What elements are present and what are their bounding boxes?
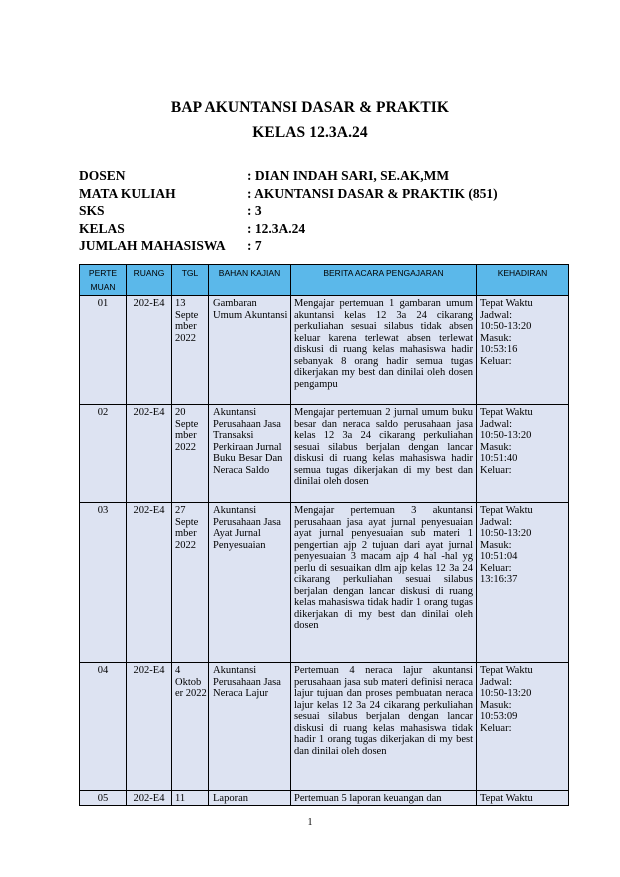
attendance-line: Jadwal: — [480, 309, 513, 321]
cell-berita-acara: Mengajar pertemuan 1 gambaran umum akuntansi kelas 12 3a 24 cikarang perkuliahan sesuai silabus tidak absen keluar karena terlewat absen terlewat diskusi di ruang kelas mahasiswa hadir sebanyak 8 orang hadir semua tugas dikerjakan my best dan dinilai oleh dosen pengampu — [291, 296, 477, 405]
attendance-line: 10:50-13:20 — [480, 430, 532, 441]
cell-tgl: 27 Septe mber 2022 — [172, 503, 209, 663]
cell-kehadiran — [477, 791, 569, 806]
attendance-line: 10:53:09 — [480, 711, 518, 722]
attendance-line: 10:51:04 — [480, 551, 518, 562]
cell-ruang: 202-E4 — [127, 791, 172, 806]
info-label: JUMLAH MAHASISWA — [79, 238, 226, 253]
attendance-line: Jadwal: — [480, 676, 513, 688]
info-label: KELAS — [79, 220, 125, 236]
attendance-line: Tepat Waktu — [480, 665, 533, 676]
cell-tgl: 4 Oktob er 2022 — [172, 663, 209, 791]
cell-tgl: 20 Septe mber 2022 — [172, 405, 209, 503]
attendance-line: Masuk: — [480, 539, 512, 551]
cell-berita-acara: Mengajar pertemuan 2 jurnal umum buku besar dan neraca saldo perusahaan jasa kelas 12 3a 24 cikarang perkuliahan sesuai silabus berjalan dengan lancar diskusi di ruang kelas mahasiswa hadir semua tugas dikerjakan di my best dan dinilai oleh dosen — [291, 405, 477, 503]
info-label: DOSEN — [79, 168, 126, 183]
attendance-line: Masuk: — [480, 699, 512, 711]
table-row — [80, 405, 569, 503]
attendance-line: Masuk: — [480, 332, 512, 344]
table-row — [80, 503, 569, 663]
table-row — [80, 791, 569, 806]
attendance-line: 13:16:37 — [480, 574, 518, 585]
info-value: : 12.3A.24 — [247, 220, 306, 236]
attendance-line: 10:51:40 — [480, 453, 518, 464]
cell-kehadiran — [477, 296, 569, 405]
attendance-line: Keluar: — [480, 562, 512, 574]
bap-table — [79, 264, 569, 806]
attendance-line: 10:50-13:20 — [480, 688, 532, 699]
cell-tgl: 11 — [172, 791, 209, 806]
attendance-line: Keluar: — [480, 722, 512, 734]
table-header-row — [80, 265, 569, 296]
document-title: BAP AKUNTANSI DASAR & PRAKTIK — [170, 99, 450, 116]
cell-ruang: 202-E4 — [127, 503, 172, 663]
attendance-line: Tepat Waktu — [480, 505, 533, 516]
attendance-line: Keluar: — [480, 464, 512, 476]
info-value: : 7 — [247, 238, 262, 253]
attendance-line: 10:53:16 — [480, 344, 518, 355]
document-subtitle-class: KELAS 12.3A.24 — [252, 124, 368, 141]
cell-tgl: 13 Septe mber 2022 — [172, 296, 209, 405]
info-label: MATA KULIAH — [79, 185, 176, 201]
page-number: 1 — [307, 817, 313, 828]
attendance-line: Keluar: — [480, 355, 512, 367]
info-value: : 3 — [247, 203, 262, 218]
cell-ruang: 202-E4 — [127, 663, 172, 791]
cell-kehadiran — [477, 405, 569, 503]
cell-bahan-kajian: Akuntansi Perusahaan Jasa Ayat Jurnal Penyesuaian — [209, 503, 291, 663]
info-value: : DIAN INDAH SARI, SE.AK,MM — [247, 168, 450, 183]
header-berita-acara: BERITA ACARA PENGAJARAN — [291, 265, 477, 296]
header-bahan-kajian: BAHAN KAJIAN — [209, 265, 291, 296]
cell-bahan-kajian: Akuntansi Perusahaan Jasa Transaksi Perkiraan Jurnal Buku Besar Dan Neraca Saldo — [209, 405, 291, 503]
header-ruang: RUANG — [127, 265, 172, 296]
table-row — [80, 296, 569, 405]
cell-kehadiran — [477, 663, 569, 791]
attendance-line: 10:50-13:20 — [480, 321, 532, 332]
attendance-line: 10:50-13:20 — [480, 528, 532, 539]
cell-bahan-kajian: Gambaran Umum Akuntansi — [209, 296, 291, 405]
cell-pertemuan: 03 — [80, 503, 127, 663]
header-tgl: TGL — [172, 265, 209, 296]
attendance-line: Jadwal: — [480, 516, 513, 528]
cell-pertemuan: 05 — [80, 791, 127, 806]
cell-bahan-kajian: Akuntansi Perusahaan Jasa Neraca Lajur — [209, 663, 291, 791]
attendance-line: Tepat Waktu — [480, 407, 533, 418]
attendance-line: Tepat Waktu — [480, 793, 533, 804]
cell-ruang: 202-E4 — [127, 296, 172, 405]
attendance-line: Tepat Waktu — [480, 298, 533, 309]
cell-berita-acara: Mengajar pertemuan 3 akuntansi perusahaan jasa ayat jurnal penyesuaian ayat jurnal penyesuaian sub materi 1 pengertian ajp 2 tujuan dari ayat jurnal penyesuaian 3 macam ajp 4 hal -hal yg perlu di sesuaikan dlm ajp kelas 12 3a 24 cikarang perkuliahan sesuai silabus berjalan dengan lancar diskusi di ruang kelas mahasiswa tidak hadir 1 orang tugas dikerjakan di my best dan dinilai oleh dosen — [291, 503, 477, 663]
info-value: : AKUNTANSI DASAR & PRAKTIK (851) — [247, 185, 498, 201]
cell-ruang: 202-E4 — [127, 405, 172, 503]
info-label: SKS — [79, 203, 105, 218]
attendance-line: Jadwal: — [480, 418, 513, 430]
cell-kehadiran — [477, 503, 569, 663]
header-kehadiran: KEHADIRAN — [477, 265, 569, 296]
cell-pertemuan: 01 — [80, 296, 127, 405]
cell-pertemuan: 04 — [80, 663, 127, 791]
cell-bahan-kajian: Laporan — [209, 791, 291, 806]
cell-pertemuan: 02 — [80, 405, 127, 503]
table-row — [80, 663, 569, 791]
attendance-line: Masuk: — [480, 441, 512, 453]
header-pertemuan: PERTE MUAN — [80, 265, 127, 296]
cell-berita-acara: Pertemuan 5 laporan keuangan dan — [291, 791, 477, 806]
cell-berita-acara: Pertemuan 4 neraca lajur akuntansi perusahaan jasa sub materi definisi neraca lajur tujuan dan proses pembuatan neraca lajur kelas 12 3a 24 cikarang perkuliahan sesuai silabus berjalan dengan lancar diskusi di ruang kelas mahasiswa tidak hadir 1 orang tugas dikerjakan di my best dan dinilai oleh dosen — [291, 663, 477, 791]
